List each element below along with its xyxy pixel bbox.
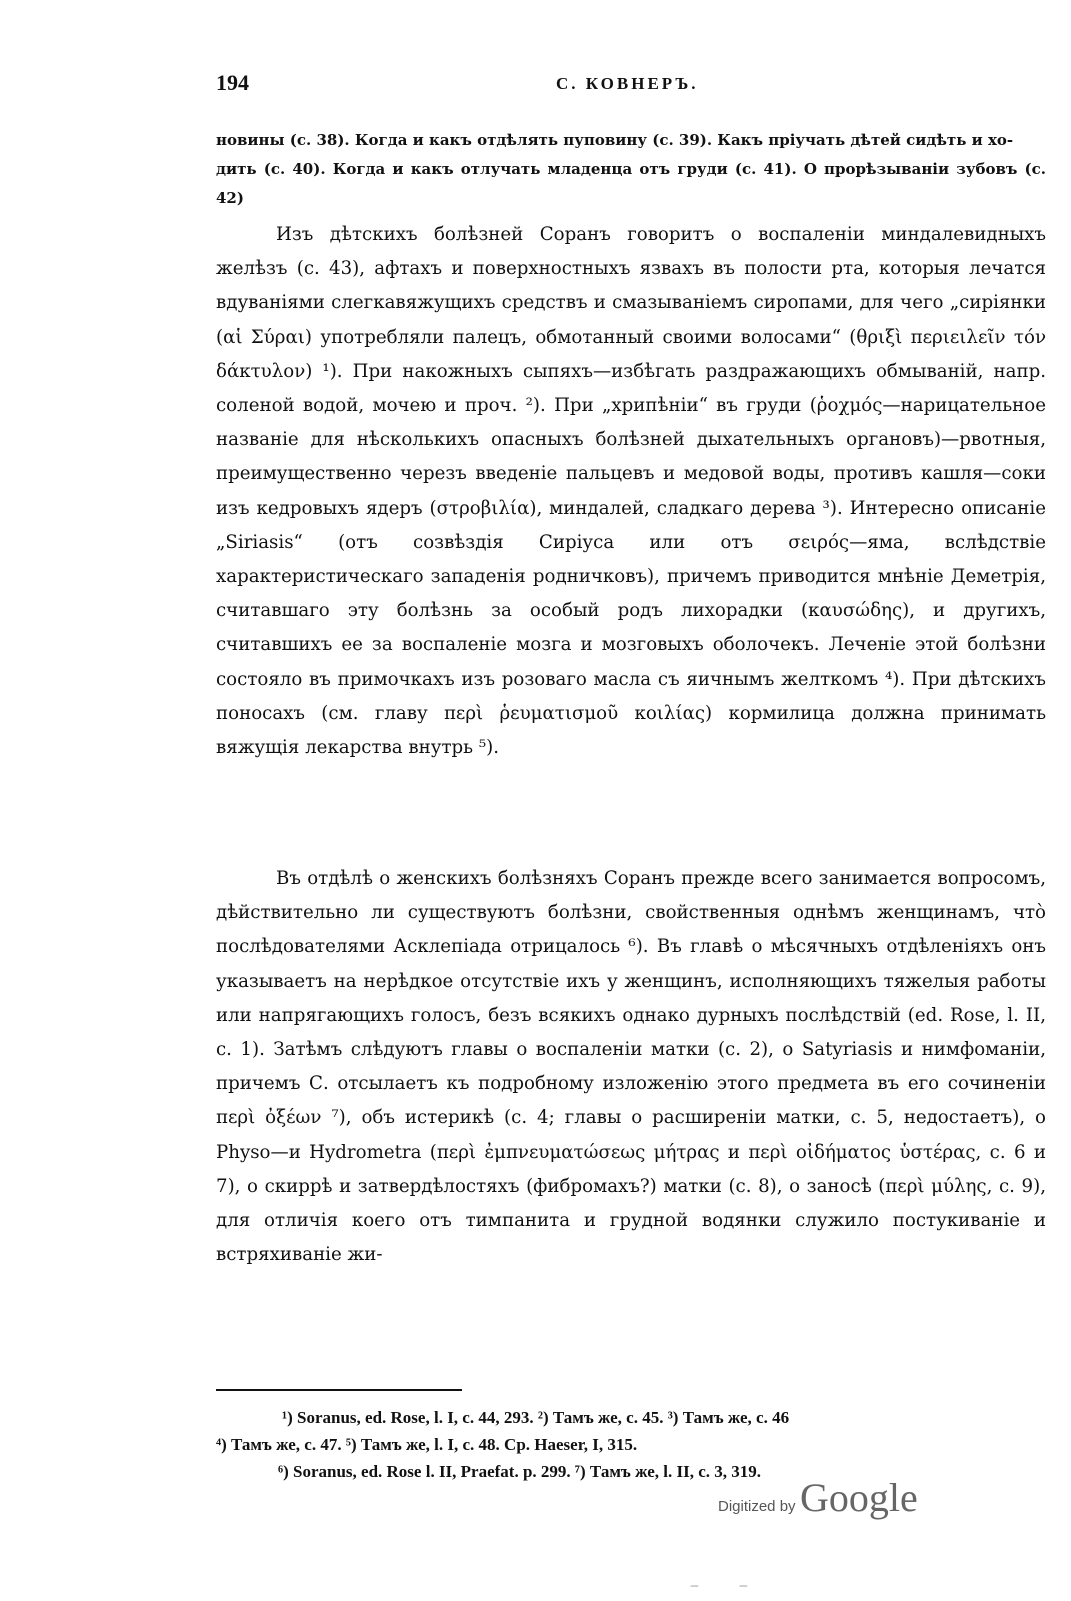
paragraph-womens-diseases <box>216 862 1046 1272</box>
footnote-line: ⁴) Тамъ же, с. 47. ⁵) Тамъ же, l. I, с. 48. Ср. Haeser, I, 315. <box>216 1435 638 1454</box>
footnote-divider <box>216 1389 462 1391</box>
paragraph-text: Изъ дѣтскихъ болѣзней Соранъ говоритъ о воспаленіи миндалевидныхъ желѣзъ (с. 43), афтахъ и поверхностныхъ язвахъ въ полости рта, которыя лечатся вдуваніями слегкавяжущихъ средствъ и смазываніемъ сиропами, для чего „сиріянки (αἱ Σύραι) употребляли палецъ, обмотанный своими волосами“ (θριξὶ περιειλεῖν τόν δάκτυλον) ¹). При накожныхъ сыпяхъ—избѣгать раздражающихъ обмываній, напр. соленой водой, мочею и проч. ²). При „хрипѣніи“ въ груди (ῥοχμός—нарицательное названіе для нѣсколькихъ опасныхъ болѣзней дыхательныхъ органовъ)—рвотныя, преимущественно черезъ введеніе пальцевъ и медовой воды, противъ кашля—соки изъ кедровыхъ ядеръ (στροβιλία), миндалей, сладкаго дерева ³). Интересно описаніе „Siriasis“ (отъ созвѣздія Сиріуса или отъ σειρός—яма, вслѣдствіе характеристическаго западенія родничковъ), причемъ приводится мнѣніе Деметрія, считавшаго эту болѣзнь за особый родъ лихорадки (καυσώδης), и другихъ, считавшихъ ее за воспаленіе мозга и мозговыхъ оболочекъ. Леченіе этой болѣзни состояло въ примочкахъ изъ розоваго масла съ яичнымъ желткомъ ⁴). При дѣтскихъ поносахъ (см. главу περὶ ῥευματισμοῦ κοιλίας) кормилица должна принимать вяжущія лекарства внутрь ⁵). <box>216 224 1046 759</box>
footnotes <box>216 1404 1056 1485</box>
paragraph-childrens-diseases <box>216 218 1046 765</box>
scan-artifact-marks: ‒‒ <box>690 1578 788 1594</box>
toc-line: новины (с. 38). Когда и какъ отдѣлять пуповину (с. 39). Какъ пріучать дѣтей сидѣть и хо- <box>216 131 1014 149</box>
paragraph-text: Въ отдѣлѣ о женскихъ болѣзняхъ Соранъ прежде всего занимается вопросомъ, дѣйствительно ли существуютъ болѣзни, свойственныя однѣмъ женщинамъ, что̀ послѣдователями Асклепіада отрицалось ⁶). Въ главѣ о мѣсячныхъ отдѣленіяхъ онъ указываетъ на нерѣдкое отсутствіе ихъ у женщинъ, исполняющихъ тяжелыя работы или напрягающихъ голосъ, безъ всякихъ однако дурныхъ послѣдствій (ed. Rose, l. II, c. 1). Затѣмъ слѣдуютъ главы о воспаленіи матки (с. 2), о Satyriasis и нимфоманіи, причемъ С. отсылаетъ къ подробному изложенію этого предмета въ его сочиненіи περὶ ὀξέων ⁷), объ истерикѣ (с. 4; главы о расширеніи матки, с. 5, недостаетъ), о Physo—и Hydrometra (περὶ ἐμπνευματώσεως μήτρας и περὶ οἰδήματος ὑστέρας, с. 6 и 7), о скиррѣ и затвердѣлостяхъ (фибромахъ?) матки (с. 8), о заносѣ (περὶ μύλης, с. 9), для отличія коего отъ тимпанита и грудной водянки служило постукиваніе и встряхиваніе жи- <box>216 868 1046 1266</box>
google-logo: Google <box>800 1475 918 1520</box>
chapter-contents-summary <box>216 126 1046 213</box>
page-number: 194 <box>216 70 249 95</box>
digitized-watermark <box>718 1474 918 1521</box>
watermark-prefix: Digitized by <box>718 1498 796 1515</box>
footnote-line: ¹) Soranus, ed. Rose, l. I, c. 44, 293. ²) Тамъ же, с. 45. ³) Тамъ же, с. 46 <box>282 1408 790 1427</box>
running-head: С. КОВНЕРЪ. <box>556 74 699 93</box>
footnote-line: ⁶) Soranus, ed. Rose l. II, Praefat. p. 299. ⁷) Тамъ же, l. II, c. 3, 319. <box>278 1462 761 1481</box>
page-header <box>216 70 1046 100</box>
toc-line: дить (с. 40). Когда и какъ отлучать младенца отъ груди (с. 41). О прорѣзываніи зубовъ (с. 42) <box>216 160 1046 207</box>
